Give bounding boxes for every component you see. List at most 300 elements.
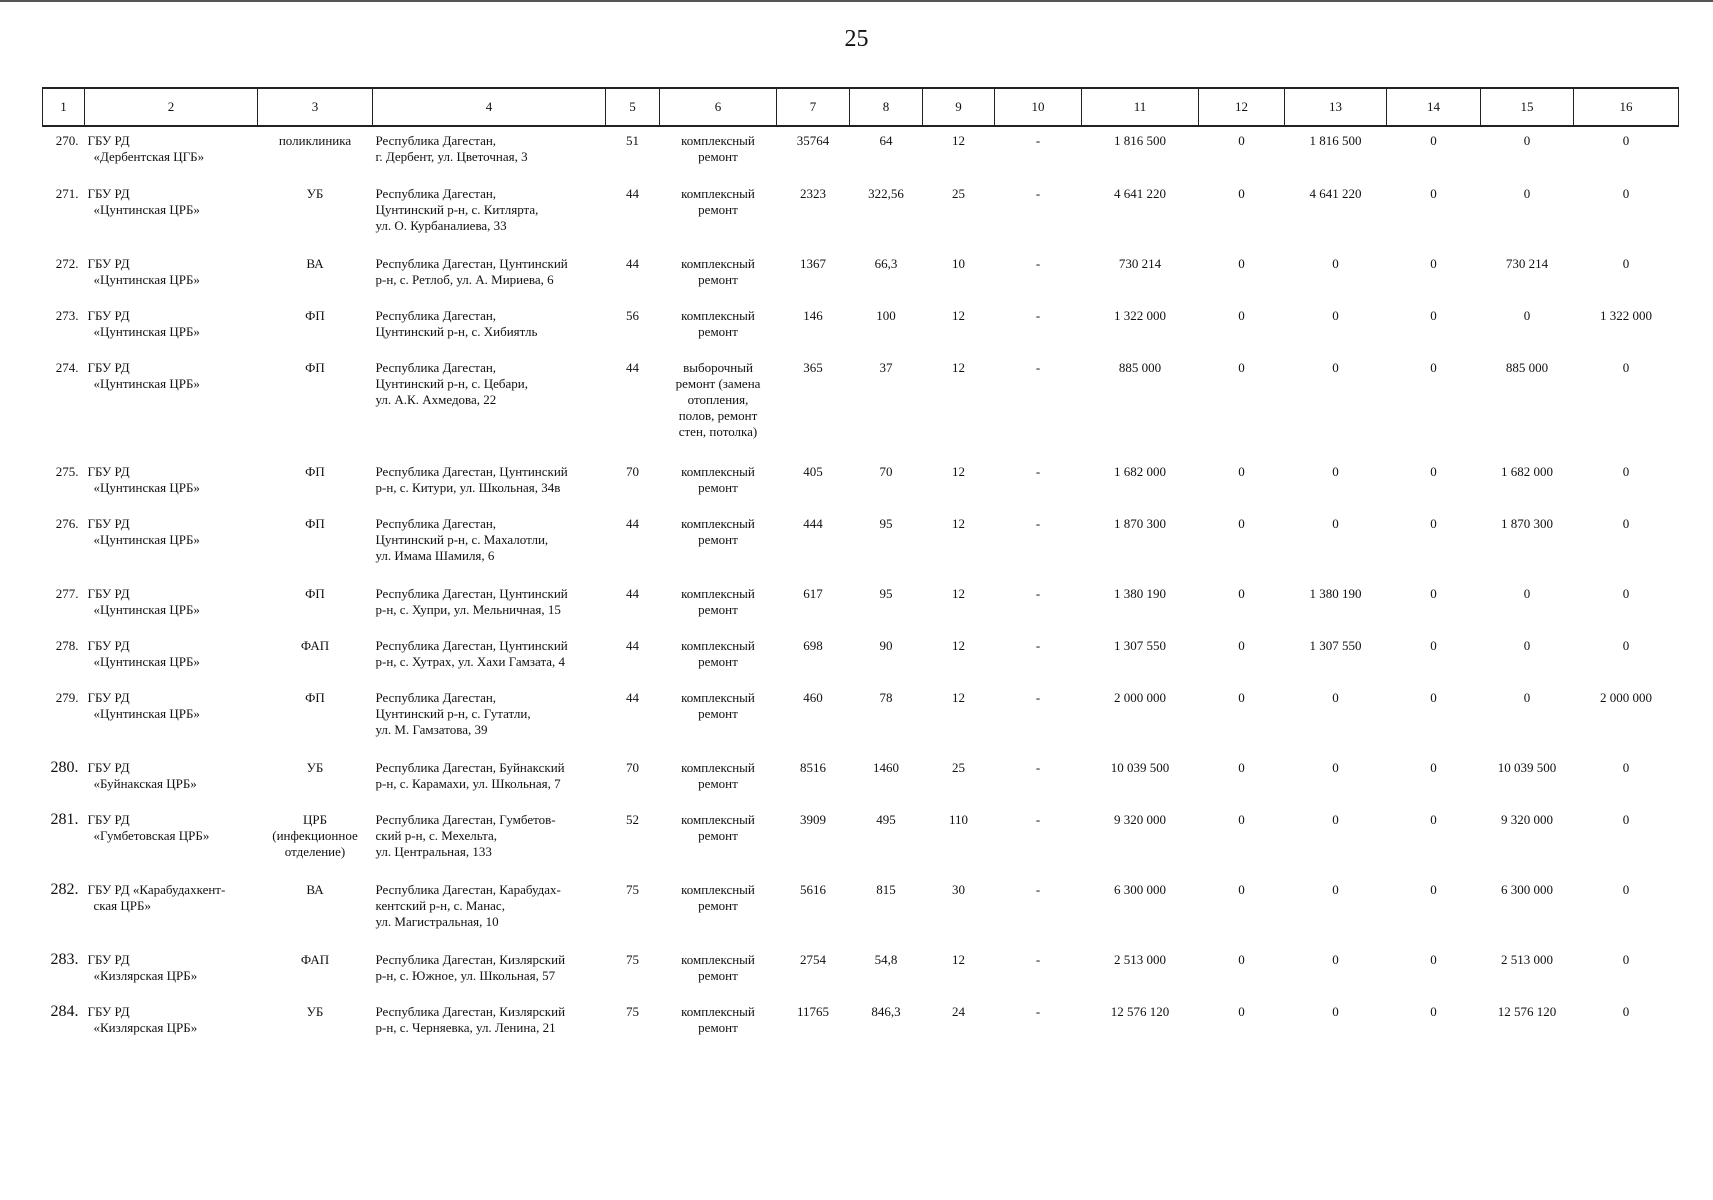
- organization-name: ГБУ РД: [87, 256, 130, 271]
- cell-work-type: выборочный ремонт (замена отопления, полов, ремонт стен, потолка): [675, 360, 761, 439]
- cell-column-8: 95: [879, 516, 893, 531]
- cell-facility-type: ФП: [305, 516, 325, 531]
- cell-column-9: 12: [952, 464, 965, 479]
- table-header: [43, 88, 1679, 126]
- cell-column-5: 44: [626, 516, 639, 531]
- cell-column-5: 75: [626, 882, 639, 897]
- organization-name: ГБУ РД: [87, 133, 130, 148]
- cell-column-15: 2 513 000: [1501, 952, 1553, 967]
- cell-column-16: 0: [1622, 882, 1630, 897]
- cell-column-12: 0: [1238, 516, 1245, 531]
- cell-facility-type: УБ: [306, 760, 324, 775]
- cell-column-8: 495: [876, 812, 896, 827]
- cell-column-11: 1 380 190: [1114, 586, 1166, 601]
- cell-column-5: 44: [626, 638, 639, 653]
- organization-subname: «Цунтинская ЦРБ»: [93, 480, 200, 495]
- cell-work-type: комплексный ремонт: [681, 812, 755, 843]
- cell-column-12: 0: [1238, 812, 1245, 827]
- cell-column-7: 444: [803, 516, 823, 531]
- cell-column-10: -: [1035, 516, 1041, 531]
- cell-column-14: 0: [1430, 133, 1437, 148]
- table-row: [43, 754, 1679, 806]
- cell-column-14: 0: [1430, 638, 1437, 653]
- cell-address: Республика Дагестан, Кизлярский р-н, с. Черняевка, ул. Ленина, 21: [375, 1004, 566, 1035]
- cell-column-5: 44: [626, 586, 639, 601]
- organization-subname: «Цунтинская ЦРБ»: [93, 202, 200, 217]
- table-row: [43, 458, 1679, 510]
- table-row: [43, 876, 1679, 946]
- cell-column-11: 885 000: [1118, 360, 1162, 375]
- cell-work-type: комплексный ремонт: [681, 186, 755, 217]
- cell-column-5: 44: [626, 186, 639, 201]
- cell-column-11: 730 214: [1118, 256, 1162, 271]
- organization-subname: «Буйнакская ЦРБ»: [93, 776, 197, 791]
- cell-column-13: 0: [1332, 882, 1339, 897]
- cell-column-8: 70: [879, 464, 893, 479]
- cell-column-16: 0: [1622, 760, 1630, 775]
- cell-address: Республика Дагестан, Буйнакский р-н, с. Карамахи, ул. Школьная, 7: [375, 760, 565, 791]
- cell-column-14: 0: [1430, 690, 1437, 705]
- cell-column-10: -: [1035, 360, 1041, 375]
- cell-column-13: 1 307 550: [1309, 638, 1362, 653]
- cell-column-9: 12: [952, 690, 965, 705]
- cell-work-type: комплексный ремонт: [681, 308, 755, 339]
- data-table: [42, 87, 1679, 1050]
- cell-organization: [85, 250, 258, 302]
- cell-row-number: 274.: [55, 360, 79, 375]
- cell-column-7: 11765: [796, 1004, 830, 1019]
- cell-work-type: комплексный ремонт: [681, 464, 755, 495]
- cell-row-number: 278.: [55, 638, 79, 653]
- cell-column-7: 3909: [800, 812, 826, 827]
- cell-facility-type: ФП: [305, 586, 325, 601]
- cell-facility-type: ФП: [305, 690, 325, 705]
- cell-column-14: 0: [1430, 186, 1437, 201]
- column-header: 1: [43, 88, 85, 126]
- cell-column-9: 12: [952, 308, 965, 323]
- cell-facility-type: ФП: [305, 360, 325, 375]
- table-body: [43, 126, 1679, 1050]
- table-row: [43, 510, 1679, 580]
- cell-column-12: 0: [1238, 586, 1245, 601]
- cell-column-12: 0: [1238, 133, 1245, 148]
- column-header: 6: [660, 88, 777, 126]
- cell-address: Республика Дагестан, Цунтинский р-н, с. Китури, ул. Школьная, 34в: [375, 464, 568, 495]
- cell-column-13: 0: [1332, 812, 1339, 827]
- organization-name: ГБУ РД: [87, 360, 130, 375]
- cell-column-7: 365: [803, 360, 823, 375]
- cell-column-5: 75: [626, 952, 639, 967]
- cell-address: Республика Дагестан, Цунтинский р-н, с. Махалотли, ул. Имама Шамиля, 6: [375, 516, 549, 563]
- cell-facility-type: ВА: [306, 256, 324, 271]
- column-header: 16: [1574, 88, 1679, 126]
- cell-column-15: 1 870 300: [1501, 516, 1553, 531]
- cell-organization: [85, 354, 258, 458]
- cell-address: Республика Дагестан, Карабудах- кентский р-н, с. Манас, ул. Магистральная, 10: [375, 882, 561, 929]
- cell-column-10: -: [1035, 882, 1041, 897]
- cell-column-14: 0: [1430, 812, 1437, 827]
- cell-address: Республика Дагестан, Гумбетов- ский р-н, с. Мехельта, ул. Центральная, 133: [375, 812, 556, 859]
- table-row: [43, 180, 1679, 250]
- cell-column-14: 0: [1430, 586, 1437, 601]
- cell-column-16: 0: [1622, 638, 1630, 653]
- table-row: [43, 632, 1679, 684]
- cell-organization: [85, 302, 258, 354]
- cell-address: Республика Дагестан, Цунтинский р-н, с. Гутатли, ул. М. Гамзатова, 39: [375, 690, 531, 737]
- cell-facility-type: УБ: [306, 1004, 324, 1019]
- cell-column-5: 70: [626, 464, 639, 479]
- column-header: 13: [1285, 88, 1387, 126]
- cell-column-7: 146: [803, 308, 823, 323]
- cell-column-10: -: [1035, 464, 1041, 479]
- cell-column-13: 0: [1332, 760, 1339, 775]
- cell-column-14: 0: [1430, 464, 1437, 479]
- cell-column-9: 12: [952, 133, 965, 148]
- cell-organization: [85, 632, 258, 684]
- cell-work-type: комплексный ремонт: [681, 133, 755, 164]
- cell-column-9: 25: [952, 186, 965, 201]
- cell-column-13: 4 641 220: [1309, 186, 1362, 201]
- cell-column-7: 405: [803, 464, 823, 479]
- cell-column-15: 0: [1523, 186, 1531, 201]
- cell-column-10: -: [1035, 308, 1041, 323]
- cell-column-8: 90: [879, 638, 893, 653]
- cell-column-16: 0: [1622, 586, 1630, 601]
- cell-column-15: 9 320 000: [1501, 812, 1553, 827]
- cell-column-15: 0: [1523, 586, 1531, 601]
- cell-column-12: 0: [1238, 464, 1245, 479]
- cell-column-12: 0: [1238, 186, 1245, 201]
- cell-column-12: 0: [1238, 760, 1245, 775]
- column-header: 2: [85, 88, 258, 126]
- cell-column-11: 6 300 000: [1114, 882, 1166, 897]
- cell-column-10: -: [1035, 638, 1041, 653]
- cell-column-11: 1 322 000: [1114, 308, 1166, 323]
- cell-column-9: 12: [952, 516, 965, 531]
- cell-column-11: 2 000 000: [1114, 690, 1166, 705]
- cell-column-5: 44: [626, 256, 639, 271]
- cell-column-8: 322,56: [868, 186, 904, 201]
- cell-column-7: 2754: [800, 952, 826, 967]
- cell-column-16: 2 000 000: [1600, 690, 1652, 705]
- cell-column-13: 0: [1332, 360, 1339, 375]
- cell-organization: [85, 946, 258, 998]
- organization-subname: «Цунтинская ЦРБ»: [93, 654, 200, 669]
- cell-column-7: 5616: [800, 882, 826, 897]
- organization-name: ГБУ РД: [87, 690, 130, 705]
- cell-column-9: 25: [952, 760, 965, 775]
- organization-name: ГБУ РД: [87, 812, 130, 827]
- cell-column-16: 1 322 000: [1600, 308, 1652, 323]
- cell-column-16: 0: [1622, 1004, 1630, 1019]
- table-row: [43, 250, 1679, 302]
- cell-column-16: 0: [1622, 133, 1630, 148]
- cell-column-12: 0: [1238, 952, 1245, 967]
- cell-organization: [85, 458, 258, 510]
- cell-column-9: 12: [952, 638, 965, 653]
- organization-subname: «Гумбетовская ЦРБ»: [93, 828, 210, 843]
- page-number: 25: [844, 26, 869, 52]
- cell-column-13: 0: [1332, 952, 1339, 967]
- cell-column-8: 37: [879, 360, 893, 375]
- organization-subname: «Цунтинская ЦРБ»: [93, 532, 200, 547]
- cell-column-13: 0: [1332, 1004, 1339, 1019]
- organization-name: ГБУ РД: [87, 586, 130, 601]
- cell-column-13: 1 380 190: [1309, 586, 1362, 601]
- table-row: [43, 126, 1679, 180]
- cell-column-10: -: [1035, 586, 1041, 601]
- cell-column-12: 0: [1238, 1004, 1245, 1019]
- cell-organization: [85, 806, 258, 876]
- cell-row-number: 284.: [50, 1003, 79, 1020]
- cell-column-10: -: [1035, 812, 1041, 827]
- cell-column-9: 110: [948, 812, 969, 827]
- cell-column-15: 0: [1523, 690, 1531, 705]
- cell-row-number: 283.: [50, 951, 79, 968]
- cell-work-type: комплексный ремонт: [681, 1004, 755, 1035]
- organization-name: ГБУ РД: [87, 760, 130, 775]
- cell-work-type: комплексный ремонт: [681, 760, 755, 791]
- cell-work-type: комплексный ремонт: [681, 882, 755, 913]
- cell-address: Республика Дагестан, Цунтинский р-н, с. Хибиятль: [375, 308, 538, 339]
- cell-address: Республика Дагестан, Цунтинский р-н, с. Ретлоб, ул. А. Мириева, 6: [375, 256, 568, 287]
- organization-name: ГБУ РД: [87, 464, 130, 479]
- cell-column-13: 0: [1332, 516, 1339, 531]
- cell-facility-type: УБ: [306, 186, 324, 201]
- cell-row-number: 270.: [55, 133, 79, 148]
- cell-column-5: 75: [626, 1004, 639, 1019]
- cell-organization: [85, 684, 258, 754]
- cell-column-15: 6 300 000: [1501, 882, 1553, 897]
- table-row: [43, 946, 1679, 998]
- cell-column-11: 1 682 000: [1114, 464, 1166, 479]
- cell-column-5: 51: [626, 133, 639, 148]
- cell-organization: [85, 580, 258, 632]
- cell-column-8: 815: [876, 882, 896, 897]
- cell-work-type: комплексный ремонт: [681, 256, 755, 287]
- cell-column-11: 2 513 000: [1114, 952, 1166, 967]
- cell-column-9: 12: [952, 360, 965, 375]
- cell-column-5: 56: [626, 308, 639, 323]
- cell-column-7: 460: [803, 690, 823, 705]
- cell-organization: [85, 998, 258, 1050]
- cell-row-number: 273.: [55, 308, 79, 323]
- cell-column-11: 12 576 120: [1110, 1004, 1170, 1019]
- cell-facility-type: поликлиника: [278, 133, 352, 148]
- cell-column-11: 1 816 500: [1114, 133, 1166, 148]
- organization-subname: «Кизлярская ЦРБ»: [93, 1020, 198, 1035]
- cell-column-12: 0: [1238, 882, 1245, 897]
- cell-column-12: 0: [1238, 638, 1245, 653]
- cell-row-number: 275.: [55, 464, 79, 479]
- cell-column-16: 0: [1622, 952, 1630, 967]
- cell-column-12: 0: [1238, 308, 1245, 323]
- cell-column-14: 0: [1430, 760, 1437, 775]
- cell-column-5: 70: [626, 760, 639, 775]
- cell-facility-type: ФП: [305, 308, 325, 323]
- cell-address: Республика Дагестан, Цунтинский р-н, с. Хутрах, ул. Хахи Гамзата, 4: [375, 638, 568, 669]
- cell-column-10: -: [1035, 256, 1041, 271]
- cell-organization: [85, 754, 258, 806]
- cell-column-14: 0: [1430, 516, 1437, 531]
- cell-column-7: 35764: [796, 133, 830, 148]
- cell-column-11: 9 320 000: [1114, 812, 1166, 827]
- cell-column-16: 0: [1622, 516, 1630, 531]
- cell-column-14: 0: [1430, 1004, 1437, 1019]
- table-row: [43, 354, 1679, 458]
- column-header: 15: [1481, 88, 1574, 126]
- cell-row-number: 280.: [50, 759, 79, 776]
- cell-address: Республика Дагестан, Цунтинский р-н, с. Цебари, ул. А.К. Ахмедова, 22: [375, 360, 528, 407]
- cell-column-8: 66,3: [874, 256, 898, 271]
- cell-row-number: 281.: [50, 811, 79, 828]
- cell-column-16: 0: [1622, 812, 1630, 827]
- cell-row-number: 272.: [55, 256, 79, 271]
- cell-row-number: 276.: [55, 516, 79, 531]
- cell-work-type: комплексный ремонт: [681, 638, 755, 669]
- cell-work-type: комплексный ремонт: [681, 690, 755, 721]
- cell-organization: [85, 126, 258, 180]
- cell-column-13: 0: [1332, 256, 1339, 271]
- cell-column-13: 0: [1332, 308, 1339, 323]
- table-row: [43, 580, 1679, 632]
- cell-column-12: 0: [1238, 360, 1245, 375]
- cell-column-8: 100: [876, 308, 896, 323]
- cell-column-5: 52: [626, 812, 639, 827]
- cell-row-number: 277.: [55, 586, 79, 601]
- cell-column-11: 4 641 220: [1114, 186, 1166, 201]
- cell-column-9: 24: [952, 1004, 965, 1019]
- cell-column-8: 54,8: [874, 952, 898, 967]
- organization-name: ГБУ РД: [87, 1004, 130, 1019]
- cell-row-number: 271.: [55, 186, 79, 201]
- cell-column-10: -: [1035, 1004, 1041, 1019]
- column-header: 3: [258, 88, 373, 126]
- cell-column-15: 12 576 120: [1497, 1004, 1557, 1019]
- cell-address: Республика Дагестан, Цунтинский р-н, с. Китлярта, ул. О. Курбаналиева, 33: [375, 186, 539, 233]
- cell-column-8: 78: [879, 690, 893, 705]
- cell-column-8: 95: [879, 586, 893, 601]
- column-header: 4: [373, 88, 606, 126]
- cell-organization: [85, 876, 258, 946]
- cell-facility-type: ВА: [306, 882, 324, 897]
- table-row: [43, 998, 1679, 1050]
- cell-column-12: 0: [1238, 256, 1245, 271]
- cell-address: Республика Дагестан, Цунтинский р-н, с. Хупри, ул. Мельничная, 15: [375, 586, 568, 617]
- cell-column-9: 30: [952, 882, 965, 897]
- cell-column-15: 1 682 000: [1501, 464, 1553, 479]
- cell-column-8: 64: [879, 133, 893, 148]
- top-rule: [0, 0, 1713, 2]
- cell-column-14: 0: [1430, 360, 1437, 375]
- organization-subname: «Цунтинская ЦРБ»: [93, 324, 200, 339]
- cell-column-5: 44: [626, 690, 639, 705]
- organization-name: ГБУ РД: [87, 516, 130, 531]
- cell-row-number: 279.: [55, 690, 79, 705]
- cell-column-14: 0: [1430, 882, 1437, 897]
- cell-column-9: 12: [952, 586, 965, 601]
- table-row: [43, 806, 1679, 876]
- table-row: [43, 302, 1679, 354]
- cell-column-8: 1460: [873, 760, 899, 775]
- cell-column-13: 0: [1332, 690, 1339, 705]
- cell-column-10: -: [1035, 952, 1041, 967]
- cell-column-15: 10 039 500: [1497, 760, 1557, 775]
- column-header: 14: [1387, 88, 1481, 126]
- cell-column-11: 10 039 500: [1110, 760, 1170, 775]
- cell-organization: [85, 510, 258, 580]
- cell-column-13: 0: [1332, 464, 1339, 479]
- cell-column-9: 10: [952, 256, 965, 271]
- organization-subname: «Цунтинская ЦРБ»: [93, 376, 200, 391]
- cell-facility-type: ФАП: [300, 952, 330, 967]
- organization-subname: «Цунтинская ЦРБ»: [93, 602, 200, 617]
- cell-column-15: 0: [1523, 308, 1531, 323]
- organization-name: ГБУ РД: [87, 186, 130, 201]
- cell-column-7: 1367: [800, 256, 826, 271]
- cell-column-7: 2323: [800, 186, 826, 201]
- cell-column-15: 0: [1523, 133, 1531, 148]
- cell-column-11: 1 307 550: [1114, 638, 1166, 653]
- organization-name: ГБУ РД: [87, 952, 130, 967]
- cell-work-type: комплексный ремонт: [681, 516, 755, 547]
- organization-subname: «Дербентская ЦГБ»: [93, 149, 205, 164]
- cell-facility-type: ЦРБ (инфекционное отделение): [272, 812, 358, 859]
- organization-subname: «Цунтинская ЦРБ»: [93, 272, 200, 287]
- column-header: 8: [850, 88, 923, 126]
- cell-column-14: 0: [1430, 952, 1437, 967]
- cell-column-7: 8516: [800, 760, 826, 775]
- cell-column-8: 846,3: [871, 1004, 901, 1019]
- cell-work-type: комплексный ремонт: [681, 952, 755, 983]
- column-header: 9: [923, 88, 995, 126]
- organization-name: ГБУ РД: [87, 308, 130, 323]
- cell-facility-type: ФАП: [300, 638, 330, 653]
- cell-column-7: 617: [803, 586, 823, 601]
- cell-column-16: 0: [1622, 256, 1630, 271]
- cell-column-16: 0: [1622, 186, 1630, 201]
- column-header: 7: [777, 88, 850, 126]
- cell-column-15: 730 214: [1505, 256, 1549, 271]
- cell-column-15: 0: [1523, 638, 1531, 653]
- cell-column-12: 0: [1238, 690, 1245, 705]
- cell-organization: [85, 180, 258, 250]
- cell-column-5: 44: [626, 360, 639, 375]
- column-header: 12: [1199, 88, 1285, 126]
- cell-column-7: 698: [803, 638, 823, 653]
- column-header: 11: [1082, 88, 1199, 126]
- cell-work-type: комплексный ремонт: [681, 586, 755, 617]
- cell-column-14: 0: [1430, 256, 1437, 271]
- cell-column-11: 1 870 300: [1114, 516, 1166, 531]
- cell-column-16: 0: [1622, 464, 1630, 479]
- organization-subname: «Кизлярская ЦРБ»: [93, 968, 198, 983]
- organization-subname: ская ЦРБ»: [93, 898, 151, 913]
- cell-column-13: 1 816 500: [1309, 133, 1362, 148]
- cell-column-9: 12: [952, 952, 965, 967]
- header-row: [43, 88, 1679, 126]
- column-header: 10: [995, 88, 1082, 126]
- table-row: [43, 684, 1679, 754]
- cell-facility-type: ФП: [305, 464, 325, 479]
- cell-column-10: -: [1035, 690, 1041, 705]
- column-header: 5: [606, 88, 660, 126]
- cell-address: Республика Дагестан, г. Дербент, ул. Цветочная, 3: [375, 133, 528, 164]
- cell-column-15: 885 000: [1505, 360, 1549, 375]
- cell-column-14: 0: [1430, 308, 1437, 323]
- organization-subname: «Цунтинская ЦРБ»: [93, 706, 200, 721]
- cell-column-10: -: [1035, 133, 1041, 148]
